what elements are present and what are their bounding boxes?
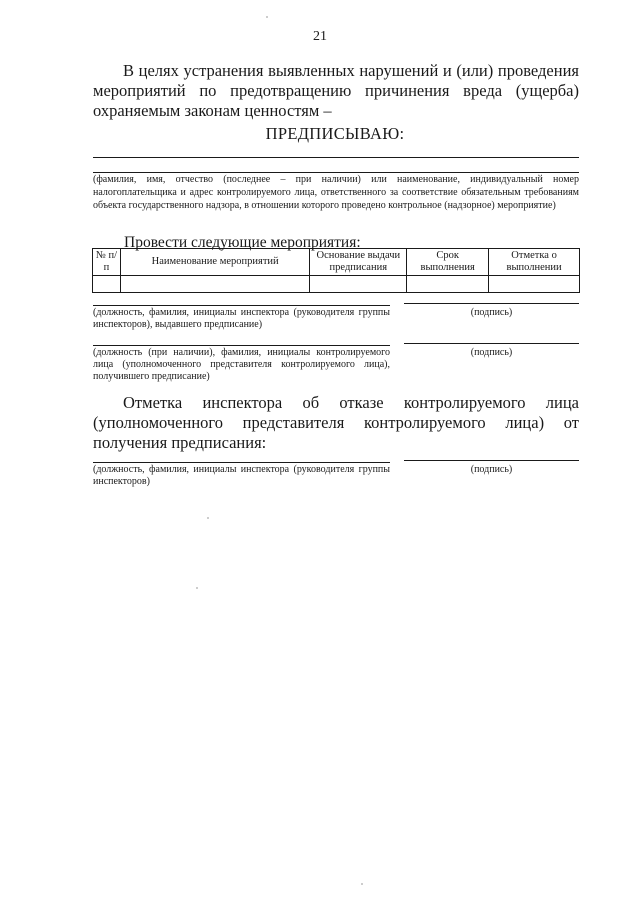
table-cell[interactable] [407, 276, 489, 293]
col-header-deadline: Срок выполнения [407, 249, 489, 276]
col-header-completion-mark: Отметка о выполнении [489, 249, 580, 276]
table-row [93, 276, 580, 293]
issuer-signature-line[interactable] [404, 303, 579, 304]
table-cell[interactable] [310, 276, 407, 293]
table-header-row [93, 249, 580, 276]
scan-speck [196, 587, 198, 589]
scan-speck [207, 517, 209, 519]
scan-speck [361, 883, 363, 885]
col-header-measure-name: Наименование мероприятий [120, 249, 309, 276]
recipient-caption: (должность (при наличии), фамилия, инициалы контролируемого лица (уполномоченного представителя контролируемого лица), получившего предписание) [93, 347, 390, 382]
order-heading: ПРЕДПИСЫВАЮ: [265, 124, 405, 143]
col-header-number: № п/п [93, 249, 121, 276]
issuer-caption: (должность, фамилия, инициалы инспектора (руководителя группы инспекторов), выдавшего предписание) [93, 307, 390, 330]
issuer-signature-label: (подпись) [470, 307, 513, 318]
table-cell[interactable] [93, 276, 121, 293]
refusal-name-line[interactable] [93, 462, 390, 463]
recipient-signature-label: (подпись) [470, 347, 513, 358]
col-header-basis: Основание выдачи предписания [310, 249, 407, 276]
issuer-name-line[interactable] [93, 305, 390, 306]
table-cell[interactable] [489, 276, 580, 293]
refusal-caption: (должность, фамилия, инициалы инспектора (руководителя группы инспекторов) [93, 464, 390, 487]
measures-table [92, 248, 580, 293]
refusal-paragraph: Отметка инспектора об отказе контролируемого лица (уполномоченного представителя контролируемого лица) от получения предписания: [93, 393, 579, 452]
refusal-signature-label: (подпись) [470, 464, 513, 475]
measures-title: Провести следующие мероприятия: [124, 234, 361, 251]
scan-speck [266, 16, 268, 18]
page-number: 21 [313, 29, 327, 44]
subject-fill-line[interactable] [93, 157, 579, 158]
table-cell[interactable] [120, 276, 309, 293]
subject-caption: (фамилия, имя, отчество (последнее – при наличии) или наименование, индивидуальный номер налогоплательщика и адрес контролируемого лица, ответственного за соответствие обязательным требованиям объекта государственного надзора, в отношении которого проведено контрольное (надзорное) мероприятие) [93, 174, 579, 211]
recipient-name-line[interactable] [93, 345, 390, 346]
intro-paragraph: В целях устранения выявленных нарушений и (или) проведения мероприятий по предотвращению причинения вреда (ущерба) охраняемым законам ценностям – [93, 61, 579, 120]
refusal-signature-line[interactable] [404, 460, 579, 461]
recipient-signature-line[interactable] [404, 343, 579, 344]
